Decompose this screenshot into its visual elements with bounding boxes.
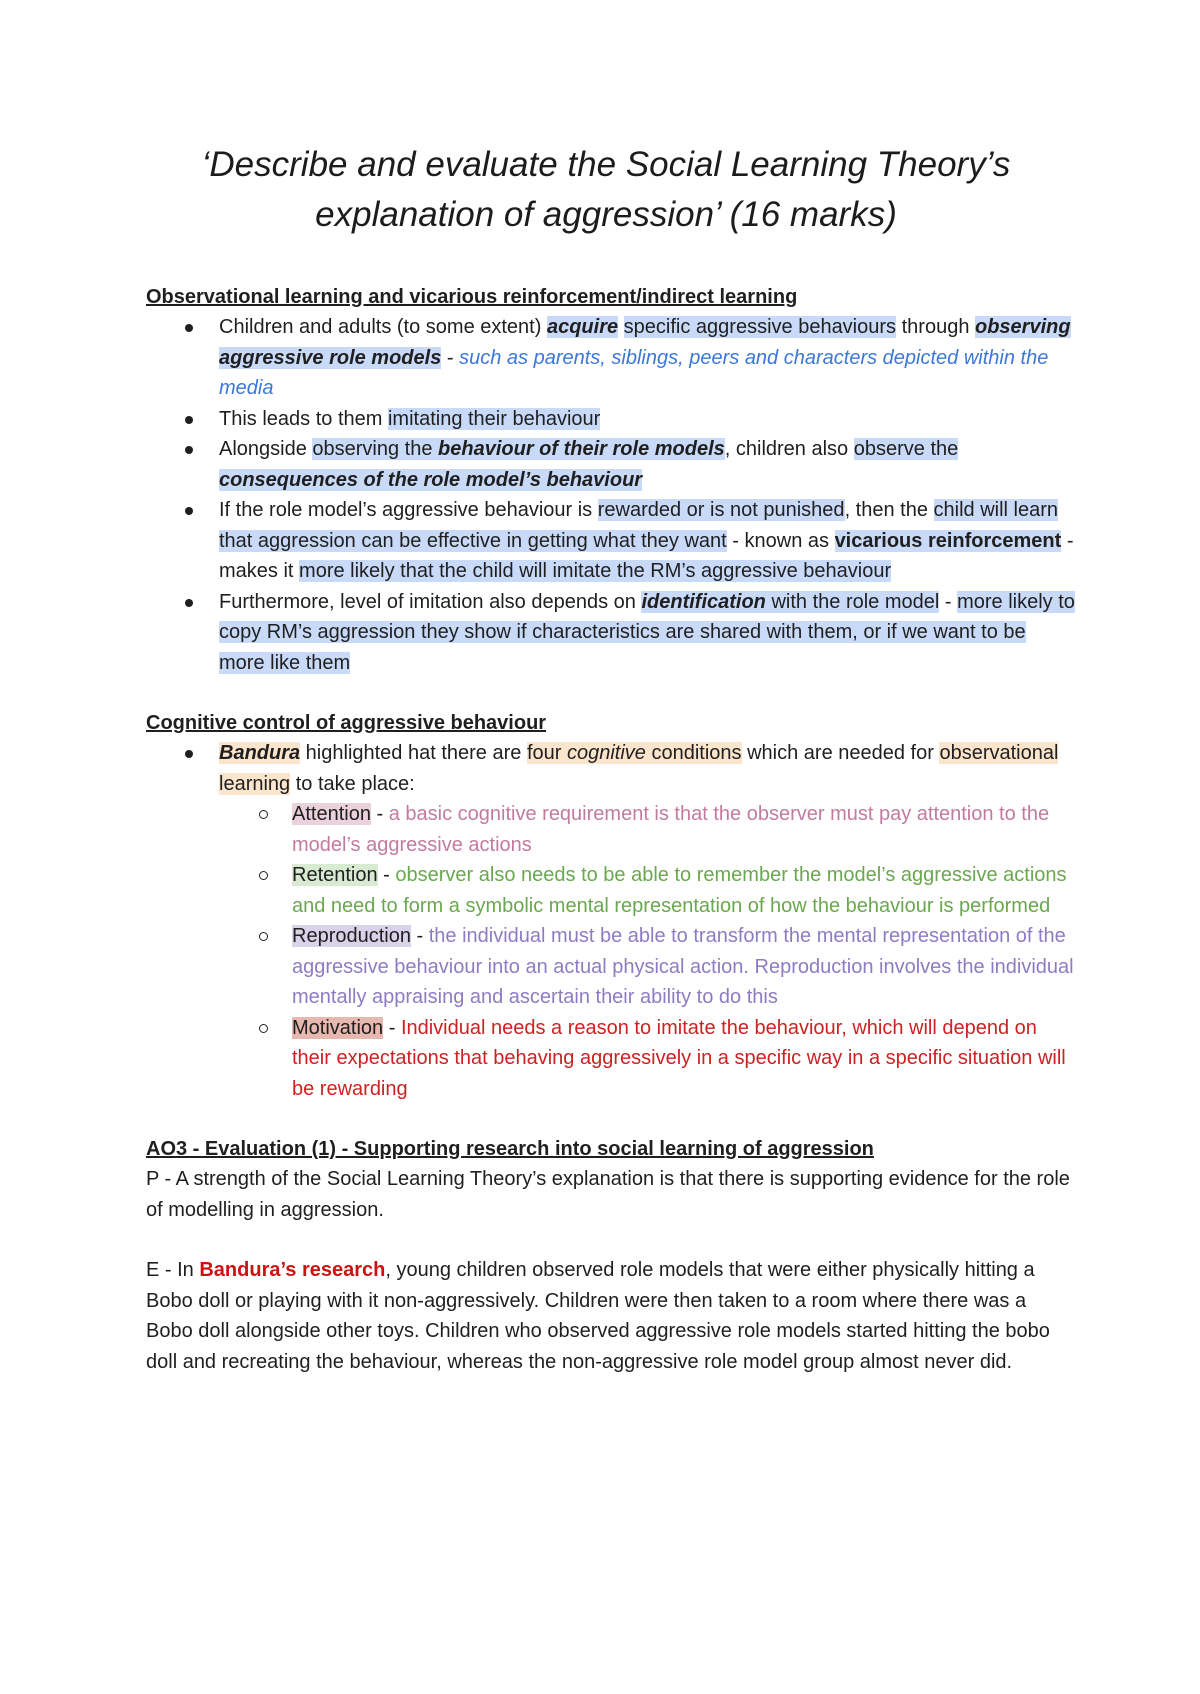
section-heading-observational-learning: Observational learning and vicarious reinforcement/indirect learning bbox=[146, 286, 798, 308]
bullet-list-observational bbox=[146, 312, 1076, 678]
list-item: Alongside observing the behaviour of their role models, children also observe the consequences of the role model’s behaviour bbox=[146, 434, 1076, 495]
list-item-attention: Attention - a basic cognitive requirement is that the observer must pay attention to the model’s aggressive actions bbox=[146, 799, 1076, 860]
section-heading-cognitive-control: Cognitive control of aggressive behaviour bbox=[146, 712, 547, 734]
list-item-reproduction: Reproduction - the individual must be able to transform the mental representation of the aggressive behaviour into an actual physical action. Reproduction involves the individual mentally appraising and ascertain their ability to do this bbox=[146, 921, 1076, 1013]
document-title: ‘Describe and evaluate the Social Learning Theory’s explanation of aggression’ (16 marks) bbox=[201, 145, 1011, 234]
list-item-motivation: Motivation - Individual needs a reason to imitate the behaviour, which will depend on their expectations that behaving aggressively in a specific way in a specific situation will be rewarding bbox=[146, 1013, 1076, 1105]
bandura-research-term: Bandura’s research bbox=[199, 1259, 386, 1281]
point-paragraph: P - A strength of the Social Learning Theory’s explanation is that there is supporting evidence for the role of modelling in aggression. bbox=[146, 1168, 1070, 1221]
sub-list-conditions bbox=[146, 799, 1076, 1104]
explanation-paragraph: E - In Bandura’s research, young children observed role models that were either physically hitting a Bobo doll or playing with it non-aggressively. Children were then taken to a room where there was a Bobo doll alongside other toys. Children who observed aggressive role models started hitting the bobo doll and recreating the behaviour, whereas the non-aggressive role model group almost never did. bbox=[146, 1259, 1050, 1373]
section-heading-evaluation: AO3 - Evaluation (1) - Supporting research into social learning of aggression bbox=[146, 1138, 874, 1160]
list-item: This leads to them imitating their behaviour bbox=[146, 404, 1076, 435]
list-item: Bandura highlighted hat there are four cognitive conditions which are needed for observational learning to take place: Attention - a basic cognitive requirement is that the observer must pay attention to the model’s aggressive actions Retention - observer also needs to be able to remember the model’s aggressive actions and need to form a symbolic mental representation of how the behaviour is performed Reproduction - the individual must be able to transform the mental representation of the aggressive behaviour into an actual physical action. Reproduction involves the individual mentally appraising and ascertain their ability to do this Motivation - Individual needs a reason to imitate the behaviour, which will depend on their expectations that behaving aggressively in a specific way in a specific situation will be rewarding bbox=[146, 738, 1076, 1104]
bullet-list-cognitive bbox=[146, 738, 1076, 1104]
list-item: If the role model’s aggressive behaviour is rewarded or is not punished, then the child will learn that aggression can be effective in getting what they want - known as vicarious reinforcement - makes it more likely that the child will imitate the RM’s aggressive behaviour bbox=[146, 495, 1076, 587]
list-item: Furthermore, level of imitation also depends on identification with the role model - more likely to copy RM’s aggression they show if characteristics are shared with them, or if we want to be more like them bbox=[146, 587, 1076, 679]
list-item-retention: Retention - observer also needs to be able to remember the model’s aggressive actions and need to form a symbolic mental representation of how the behaviour is performed bbox=[146, 860, 1076, 921]
document-body bbox=[146, 140, 1076, 1377]
list-item: Children and adults (to some extent) acquire specific aggressive behaviours through observing aggressive role models - such as parents, siblings, peers and characters depicted within the media bbox=[146, 312, 1076, 404]
